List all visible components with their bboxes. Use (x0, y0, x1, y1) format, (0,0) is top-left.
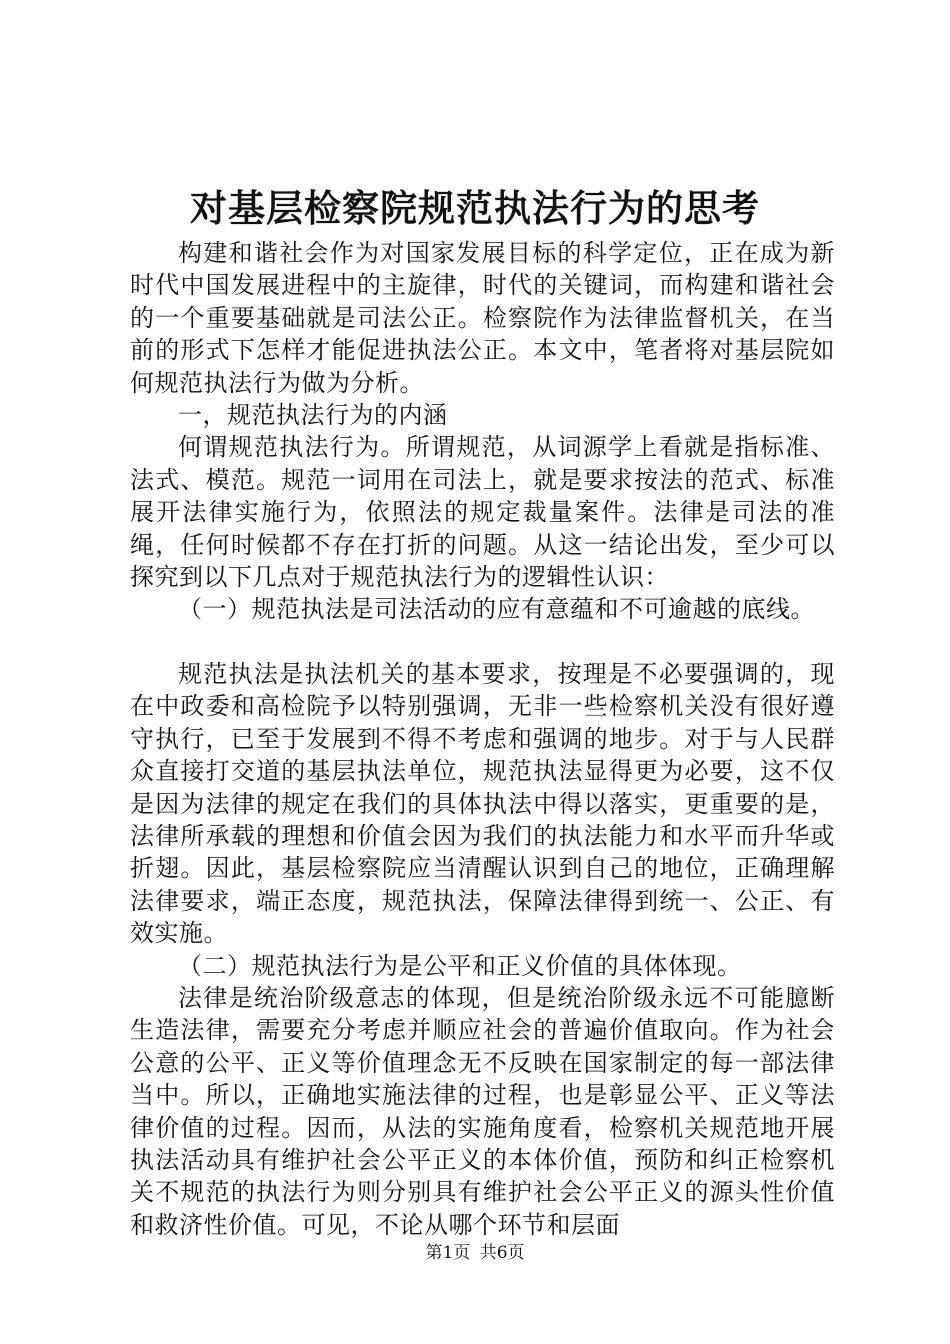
page-total: 共6页 (479, 1243, 525, 1263)
subsection-heading-2: （二）规范执法行为是公平和正义价值的具体体现。 (178, 951, 742, 980)
paragraph-definition: 何谓规范执法行为。所谓规范，从词源学上看就是指标准、法式、模范。规范一词用在司法上，就是要求按法的范式、标准展开法律实施行为，依照法的规定裁量案件。法律是司法的准绳，任何时候都不存在打折的问题。从这一结论出发，至少可以探究到以下几点对于规范执法行为的逻辑性认识： (130, 433, 835, 592)
subsection-heading-1: （一）规范执法是司法活动的应有意蕴和不可逾越的底线。 (178, 595, 815, 624)
document-title: 对基层检察院规范执法行为的思考 (190, 186, 760, 230)
page-footer (0, 1242, 950, 1264)
document-body (130, 237, 835, 1241)
section-heading-1: 一，规范执法行为的内涵 (178, 401, 448, 430)
paragraph-basic-requirement: 规范执法是执法机关的基本要求，按理是不必要强调的，现在中政委和高检院予以特别强调，无非一些检察机关没有很好遵守执行，已至于发展到不得不考虑和强调的地步。对于与人民群众直接打交道的基层执法单位，规范执法显得更为必要，这不仅是因为法律的规定在我们的具体执法中得以落实，更重要的是，法律所承载的理想和价值会因为我们的执法能力和水平而升华或折翅。因此，基层检察院应当清醒认识到自己的地位，正确理解法律要求，端正态度，规范执法，保障法律得到统一、公正、有效实施。 (130, 659, 835, 948)
page-number: 第1页 (425, 1243, 471, 1263)
paragraph-intro: 构建和谐社会作为对国家发展目标的科学定位，正在成为新时代中国发展进程中的主旋律，时代的关键词，而构建和谐社会的一个重要基础就是司法公正。检察院作为法律监督机关，在当前的形式下怎样才能促进执法公正。本文中，笔者将对基层院如何规范执法行为做为分析。 (130, 239, 835, 397)
paragraph-fairness-justice: 法律是统治阶级意志的体现，但是统治阶级永远不可能臆断生造法律，需要充分考虑并顺应社会的普遍价值取向。作为社会公意的公平、正义等价值理念无不反映在国家制定的每一部法律当中。所以，正确地实施法律的过程，也是彰显公平、正义等法律价值的过程。因而，从法的实施角度看，检察机关规范地开展执法活动具有维护社会公平正义的本体价值，预防和纠正检察机关不规范的执法行为则分别具有维护社会公平正义的源头性价值和救济性价值。可见，不论从哪个环节和层面 (130, 983, 835, 1239)
